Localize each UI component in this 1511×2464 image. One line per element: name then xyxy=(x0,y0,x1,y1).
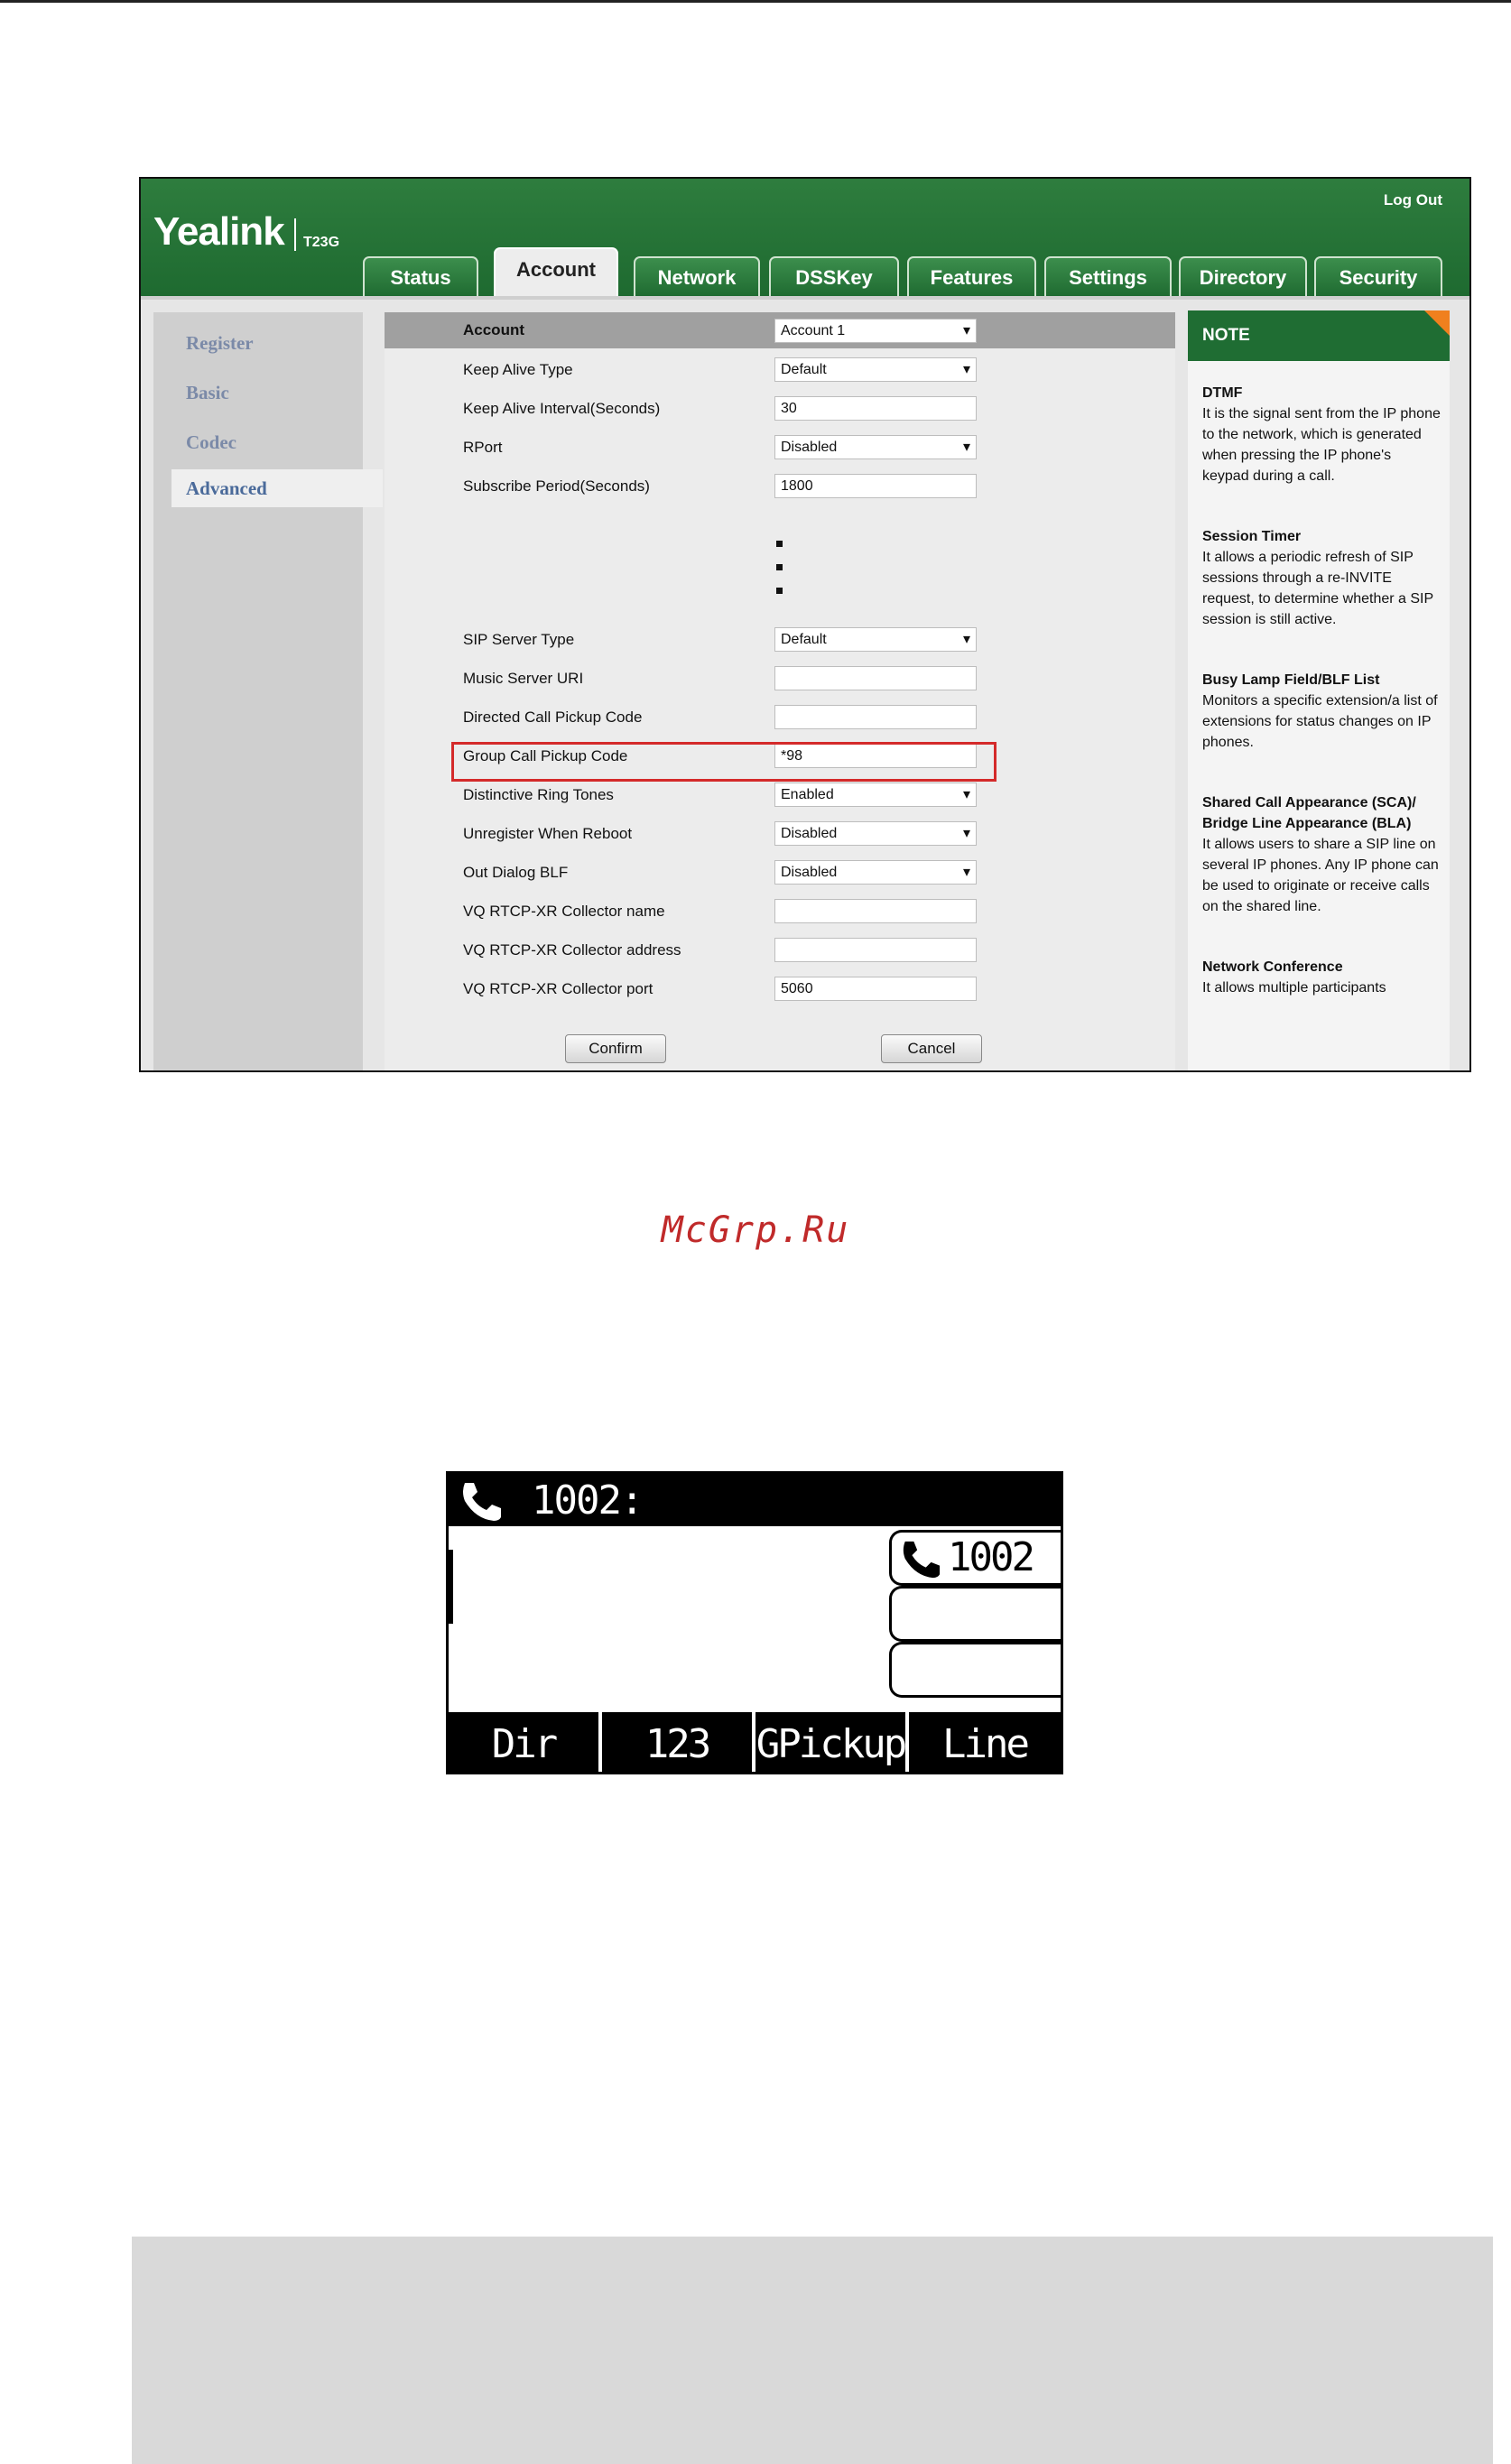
vq-collector-address-label: VQ RTCP-XR Collector address xyxy=(463,941,681,959)
tab-features[interactable]: Features xyxy=(907,256,1036,296)
keep-alive-interval-label: Keep Alive Interval(Seconds) xyxy=(463,400,661,417)
note-section xyxy=(1202,526,1441,630)
note-box xyxy=(132,2237,1493,2464)
line-key-1[interactable] xyxy=(889,1530,1063,1586)
music-server-uri-input[interactable] xyxy=(774,666,977,690)
note-text: It allows multiple participants xyxy=(1202,980,1386,996)
lcd-title-bar xyxy=(449,1474,1061,1526)
note-section xyxy=(1202,957,1441,998)
confirm-button[interactable]: Confirm xyxy=(565,1034,666,1063)
vq-collector-name-label: VQ RTCP-XR Collector name xyxy=(463,903,665,920)
group-pickup-input[interactable]: *98 xyxy=(774,744,977,768)
note-section xyxy=(1202,792,1441,917)
note-text: It is the signal sent from the IP phone to the network, which is generated when pressing the IP phone's keypad during a call. xyxy=(1202,406,1441,484)
out-dialog-blf-select[interactable]: Disabled ▾ xyxy=(774,860,977,885)
subscribe-period-input[interactable]: 1800 xyxy=(774,474,977,498)
sidebar-item-basic[interactable]: Basic xyxy=(186,382,229,403)
phone-lcd-screen xyxy=(446,1471,1063,1774)
ellipsis-dot xyxy=(776,564,783,570)
note-heading: Session Timer xyxy=(1202,529,1302,544)
unregister-reboot-select[interactable]: Disabled ▾ xyxy=(774,821,977,846)
watermark: McGrp.Ru xyxy=(661,1209,850,1251)
tab-dsskey[interactable]: DSSKey xyxy=(769,256,899,296)
web-ui-screenshot xyxy=(139,177,1471,1072)
input-cursor xyxy=(449,1550,453,1624)
line-key-label: 1002 xyxy=(948,1534,1033,1580)
page-top-rule xyxy=(0,0,1511,3)
note-text: It allows a periodic refresh of SIP sessions through a re-INVITE request, to determine whether a SIP session is still active. xyxy=(1202,550,1433,627)
unregister-reboot-label: Unregister When Reboot xyxy=(463,825,633,842)
line-key-2[interactable] xyxy=(889,1586,1063,1642)
tab-status[interactable]: Status xyxy=(363,256,478,296)
account-label: Account xyxy=(463,321,524,338)
directed-pickup-input[interactable] xyxy=(774,705,977,729)
sidebar-item-codec[interactable]: Codec xyxy=(186,431,236,453)
vq-collector-name-input[interactable] xyxy=(774,899,977,923)
note-section xyxy=(1202,383,1441,486)
note-heading: Shared Call Appearance (SCA)/ Bridge Line Appearance (BLA) xyxy=(1202,795,1416,831)
note-body xyxy=(1202,383,1441,1038)
sip-server-type-select[interactable]: Default ▾ xyxy=(774,627,977,652)
account-select[interactable]: Account 1 ▾ xyxy=(774,319,977,343)
note-text: It allows users to share a SIP line on several IP phones. Any IP phone can be used to originate or receive calls on the shared line. xyxy=(1202,837,1439,914)
note-heading: Network Conference xyxy=(1202,959,1343,975)
lcd-dial-title: 1002: xyxy=(532,1477,643,1524)
logo-separator xyxy=(294,218,296,251)
vq-collector-address-input[interactable] xyxy=(774,938,977,962)
ellipsis-dot xyxy=(776,588,783,594)
tab-network[interactable]: Network xyxy=(634,256,760,296)
note-title: NOTE xyxy=(1202,326,1250,345)
group-pickup-label: Group Call Pickup Code xyxy=(463,747,628,764)
note-header xyxy=(1188,310,1450,361)
directed-pickup-label: Directed Call Pickup Code xyxy=(463,709,643,726)
ellipsis-dot xyxy=(776,541,783,547)
handset-icon xyxy=(895,1538,946,1579)
note-panel xyxy=(1188,310,1450,1072)
vq-collector-port-input[interactable]: 5060 xyxy=(774,977,977,1001)
subscribe-period-label: Subscribe Period(Seconds) xyxy=(463,477,650,495)
distinctive-ring-label: Distinctive Ring Tones xyxy=(463,786,614,803)
cancel-button[interactable]: Cancel xyxy=(881,1034,982,1063)
header-bar xyxy=(141,179,1469,300)
tab-settings[interactable]: Settings xyxy=(1044,256,1172,296)
tab-account[interactable]: Account xyxy=(494,247,618,296)
account-advanced-form xyxy=(385,312,1175,1072)
music-server-uri-label: Music Server URI xyxy=(463,670,584,687)
keep-alive-type-label: Keep Alive Type xyxy=(463,361,573,378)
logout-link[interactable]: Log Out xyxy=(1383,191,1442,208)
keep-alive-type-select[interactable]: Default ▾ xyxy=(774,357,977,382)
note-section xyxy=(1202,670,1441,753)
softkey-line[interactable]: Line xyxy=(909,1718,1061,1772)
tab-directory[interactable]: Directory xyxy=(1179,256,1307,296)
softkey-bar xyxy=(449,1712,1061,1772)
keep-alive-interval-input[interactable]: 30 xyxy=(774,396,977,421)
distinctive-ring-select[interactable]: Enabled ▾ xyxy=(774,783,977,807)
softkey-gpickup[interactable]: GPickup xyxy=(756,1718,905,1772)
out-dialog-blf-label: Out Dialog BLF xyxy=(463,864,569,881)
softkey-123[interactable]: 123 xyxy=(602,1718,752,1772)
yealink-logo: Yealink xyxy=(153,209,284,254)
line-key-3[interactable] xyxy=(889,1642,1063,1698)
sidebar-item-register[interactable]: Register xyxy=(186,332,254,354)
softkey-dir[interactable]: Dir xyxy=(449,1718,598,1772)
note-heading: DTMF xyxy=(1202,385,1243,401)
tab-security[interactable]: Security xyxy=(1314,256,1442,296)
note-heading: Busy Lamp Field/BLF List xyxy=(1202,672,1380,688)
sidebar-item-advanced[interactable]: Advanced xyxy=(171,469,383,507)
sip-server-type-label: SIP Server Type xyxy=(463,631,575,648)
sidebar xyxy=(153,312,363,1072)
vq-collector-port-label: VQ RTCP-XR Collector port xyxy=(463,980,654,997)
handset-icon xyxy=(456,1479,506,1523)
note-corner-icon xyxy=(1424,310,1450,336)
rport-label: RPort xyxy=(463,439,503,456)
note-text: Monitors a specific extension/a list of extensions for status changes on IP phones. xyxy=(1202,693,1438,750)
group-pickup-highlight xyxy=(451,742,997,782)
rport-select[interactable]: Disabled ▾ xyxy=(774,435,977,459)
model-label: T23G xyxy=(303,235,340,250)
